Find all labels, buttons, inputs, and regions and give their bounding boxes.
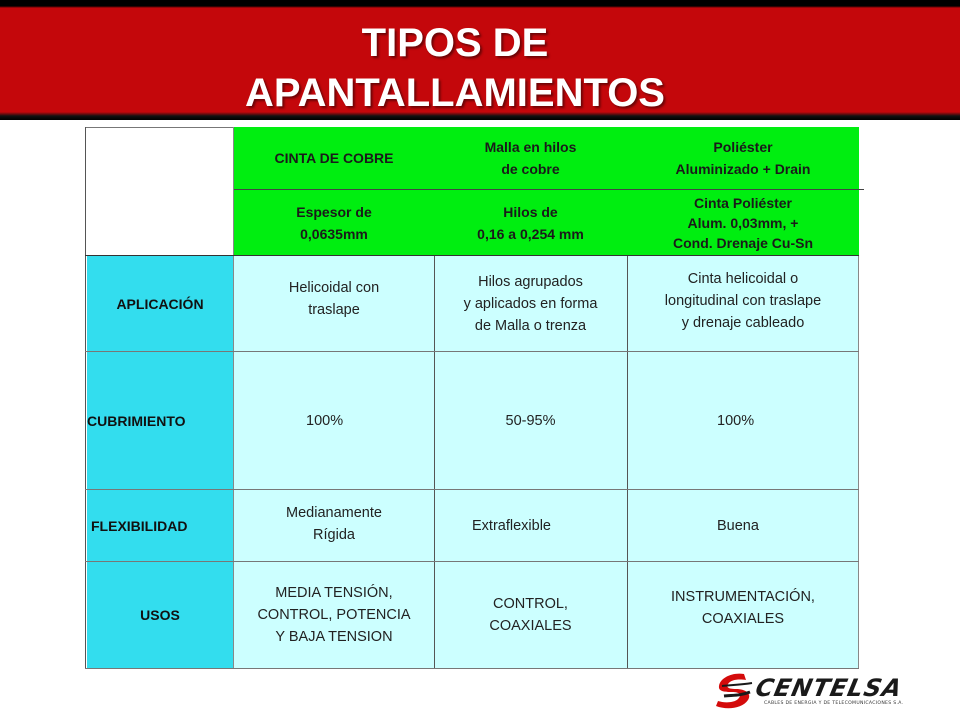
grid-line (627, 256, 628, 668)
subheader-espesor: Espesor de 0,0635mm (234, 190, 434, 255)
row-label-aplicacion: APLICACIÓN (87, 256, 233, 351)
grid-line (85, 668, 859, 669)
corner-cell (85, 127, 233, 255)
grid-line (434, 256, 435, 668)
cell-usos-poliester: INSTRUMENTACIÓN, COAXIALES (627, 562, 859, 668)
grid-line (858, 256, 859, 668)
header-poliester-aluminizado: Poliéster Aluminizado + Drain (627, 127, 859, 189)
cell-usos-malla: CONTROL, COAXIALES (434, 562, 627, 668)
row-label-usos: USOS (87, 562, 233, 668)
cell-usos-cobre: MEDIA TENSIÓN, CONTROL, POTENCIA Y BAJA TENSION (234, 562, 434, 668)
title-line-2: APANTALLAMIENTOS (245, 71, 665, 115)
cell-cubrimiento-poliester: 100% (627, 352, 859, 489)
cell-flexibilidad-poliester: Buena (627, 490, 859, 561)
cell-flexibilidad-malla: Extraflexible (434, 490, 627, 561)
title-line-1: TIPOS DE (361, 21, 549, 65)
grid-line (85, 127, 86, 668)
subheader-cinta-poliester: Cinta Poliéster Alum. 0,03mm, + Cond. Drenaje Cu-Sn (627, 190, 859, 255)
cell-cubrimiento-malla: 50-95% (434, 352, 627, 489)
row-label-cubrimiento: CUBRIMIENTO (87, 352, 233, 489)
logo-tagline: CABLES DE ENERGIA Y DE TELECOMUNICACIONES S.A. (764, 701, 904, 706)
logo-wordmark: CENTELSA (753, 674, 905, 702)
subheader-hilos: Hilos de 0,16 a 0,254 mm (434, 190, 627, 255)
grid-line (85, 255, 859, 256)
centelsa-logo (714, 670, 905, 714)
grid-line (233, 127, 234, 668)
cell-aplicacion-poliester: Cinta helicoidal o longitudinal con traslape y drenaje cableado (627, 256, 859, 351)
slide-title (0, 18, 960, 118)
cell-cubrimiento-cobre: 100% (234, 352, 434, 489)
grid-line (85, 351, 859, 352)
centelsa-logo-icon (714, 670, 756, 712)
header-malla-hilos: Malla en hilos de cobre (434, 127, 627, 189)
grid-line (85, 561, 859, 562)
header-cinta-de-cobre: CINTA DE COBRE (234, 127, 434, 189)
cell-aplicacion-cobre: Helicoidal con traslape (234, 256, 434, 351)
grid-line (85, 489, 859, 490)
cell-flexibilidad-cobre: Medianamente Rígida (234, 490, 434, 561)
row-label-flexibilidad: FLEXIBILIDAD (87, 490, 233, 561)
cell-aplicacion-malla: Hilos agrupados y aplicados en forma de Malla o trenza (434, 256, 627, 351)
grid-line (234, 189, 864, 190)
